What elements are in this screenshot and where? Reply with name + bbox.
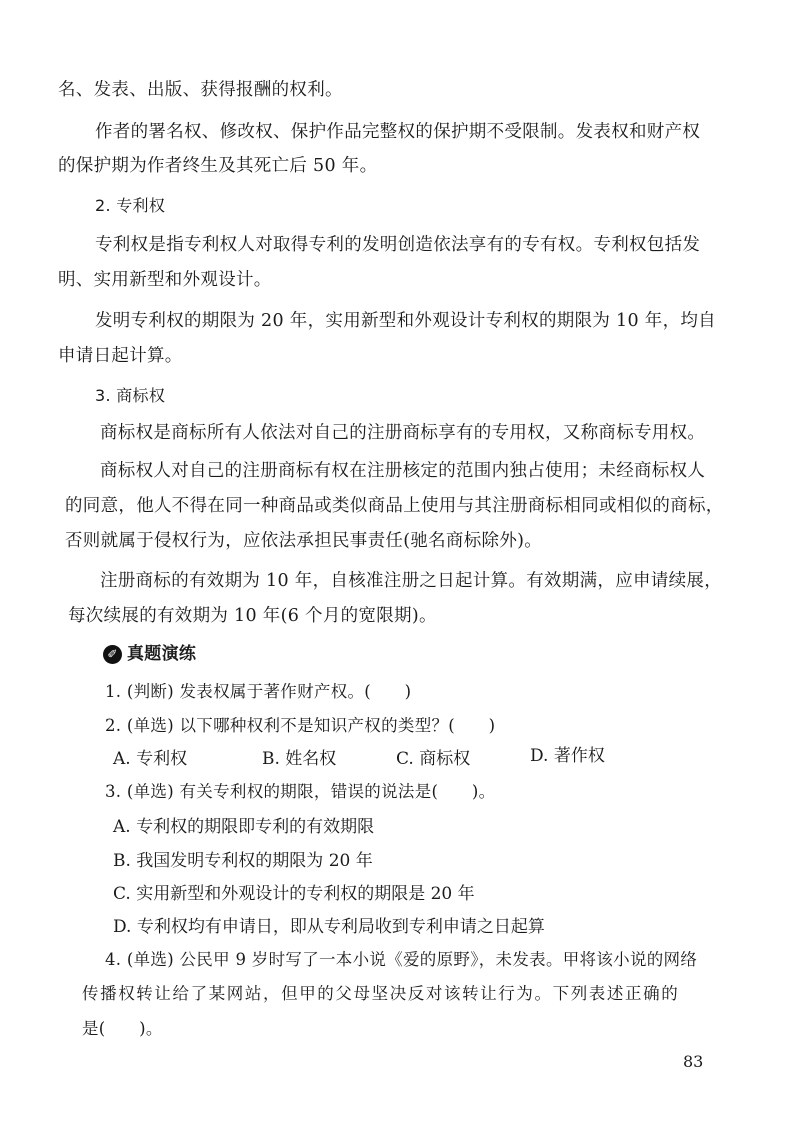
question-3-option-d: D. 专利权均有申请日，即从专利局收到专利申请之日起算 (113, 917, 545, 937)
patent-term-line1: 发明专利权的期限为 20 年，实用新型和外观设计专利权的期限为 10 年，均自 (95, 311, 716, 331)
question-4-line1: 4. (单选) 公民甲 9 岁时写了一本小说《爱的原野》，未发表。甲将该小说的网络 (105, 950, 698, 969)
trademark-heading: 3. 商标权 (95, 386, 166, 405)
copyright-protection-line1: 作者的署名权、修改权、保护作品完整权的保护期不受限制。发表权和财产权 (95, 122, 701, 142)
trademark-term-line2: 每次续展的有效期为 10 年(6 个月的宽限期)。 (68, 606, 437, 626)
question-3: 3. (单选) 有关专利权的期限，错误的说法是( )。 (105, 782, 496, 801)
pen-circle-icon: ✐ (103, 645, 122, 664)
question-4-line3: 是( )。 (82, 1019, 163, 1038)
copyright-continuation: 名、发表、出版、获得报酬的权利。 (58, 80, 343, 100)
question-2: 2. (单选) 以下哪种权利不是知识产权的类型？( ) (105, 716, 496, 735)
question-3-option-c: C. 实用新型和外观设计的专利权的期限是 20 年 (113, 884, 475, 904)
question-2-option-a: A. 专利权 (113, 749, 188, 769)
question-3-option-b: B. 我国发明专利权的期限为 20 年 (113, 851, 373, 871)
trademark-term-line1: 注册商标的有效期为 10 年，自核准注册之日起计算。有效期满，应申请续展， (100, 571, 722, 591)
exercises-section-title (103, 642, 196, 666)
trademark-use-line2: 的同意，他人不得在同一种商品或类似商品上使用与其注册商标相同或相似的商标， (65, 496, 724, 516)
trademark-use-line1: 商标权人对自己的注册商标有权在注册核定的范围内独占使用；未经商标权人 (100, 461, 706, 481)
patent-definition-line2: 明、实用新型和外观设计。 (58, 270, 272, 290)
question-3-option-a: A. 专利权的期限即专利的有效期限 (113, 817, 375, 837)
exercises-title-text: 真题演练 (127, 644, 197, 664)
question-4-line2: 传播权转让给了某网站，但甲的父母坚决反对该转让行为。下列表述正确的 (82, 984, 680, 1003)
question-1: 1. (判断) 发表权属于著作财产权。( ) (105, 682, 412, 701)
question-2-option-d: D. 著作权 (530, 746, 605, 766)
question-2-option-b: B. 姓名权 (262, 749, 337, 769)
trademark-definition: 商标权是商标所有人依法对自己的注册商标享有的专用权，又称商标专用权。 (100, 423, 706, 443)
patent-heading: 2. 专利权 (95, 196, 166, 215)
question-2-option-c: C. 商标权 (396, 749, 471, 769)
page-number: 83 (683, 1052, 704, 1071)
patent-term-line2: 申请日起计算。 (58, 346, 183, 366)
copyright-protection-line2: 的保护期为作者终生及其死亡后 50 年。 (58, 156, 378, 176)
patent-definition-line1: 专利权是指专利权人对取得专利的发明创造依法享有的专有权。专利权包括发 (95, 235, 701, 255)
trademark-use-line3: 否则就属于侵权行为，应依法承担民事责任(驰名商标除外)。 (65, 531, 543, 551)
